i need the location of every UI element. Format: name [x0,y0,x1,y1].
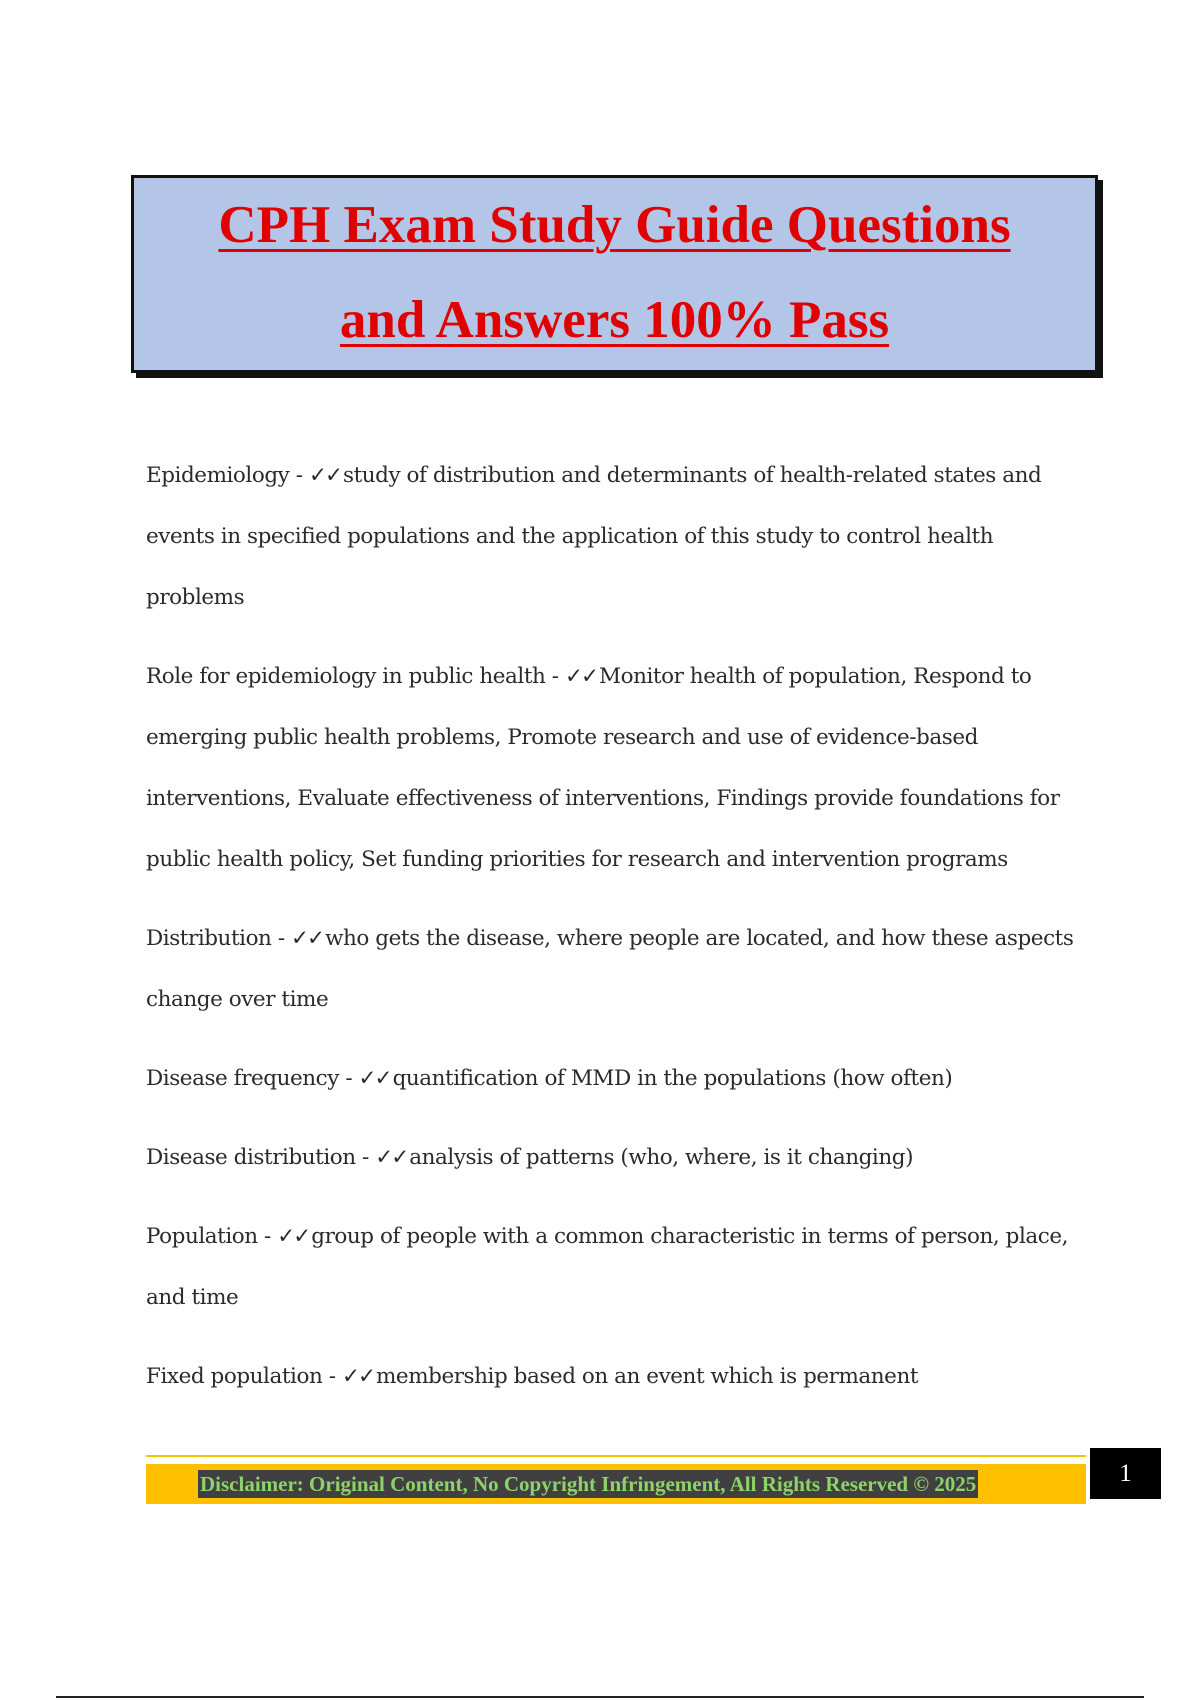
title-line-1: CPH Exam Study Guide Questions [218,196,1011,254]
entry-definition: Monitor health of population, Respond to emerging public health problems, Promote research and use of evidence-based interventions, Evaluate effectiveness of interventions, Findings provide foundations for public health policy, Set funding priorities for research and intervention programs [146,664,1060,872]
footer-disclaimer: Disclaimer: Original Content, No Copyright Infringement, All Rights Reserved © 2025 [200,1472,977,1496]
entry-fixed-population [146,1346,1096,1407]
entry-population [146,1206,1096,1328]
title-line-2: and Answers 100% Pass [339,291,890,349]
entry-disease-frequency [146,1048,1096,1109]
double-check-icon: ✓✓ [375,1145,408,1170]
double-check-icon: ✓✓ [341,1364,374,1389]
title-banner [131,175,1098,373]
double-check-icon: ✓✓ [277,1224,310,1249]
entry-definition: analysis of patterns (who, where, is it changing) [409,1145,914,1170]
entry-term: Epidemiology - [146,463,309,488]
entry-term: Role for epidemiology in public health - [146,664,565,689]
entry-epidemiology [146,445,1096,628]
entry-term: Distribution - [146,926,292,951]
entry-definition: study of distribution and determinants of health-related states and events in specified populations and the application of this study to control health problems [146,463,1042,610]
double-check-icon: ✓✓ [358,1066,391,1091]
page-bottom-divider [56,1696,1144,1698]
entry-term: Disease distribution - [146,1145,376,1170]
double-check-icon: ✓✓ [308,463,341,488]
entry-definition: membership based on an event which is permanent [375,1364,919,1389]
entry-definition: quantification of MMD in the populations (how often) [392,1066,953,1091]
double-check-icon: ✓✓ [291,926,324,951]
entry-term: Population - [146,1224,278,1249]
entry-distribution [146,908,1096,1030]
entry-role-epidemiology [146,646,1096,890]
entry-term: Fixed population - [146,1364,342,1389]
entries-list [146,445,1096,1425]
double-check-icon: ✓✓ [565,664,598,689]
footer-divider [146,1455,1086,1457]
entry-definition: who gets the disease, where people are located, and how these aspects change over time [146,926,1074,1012]
entry-term: Disease frequency - [146,1066,359,1091]
entry-disease-distribution [146,1127,1096,1188]
entry-definition: group of people with a common characteristic in terms of person, place, and time [146,1224,1069,1310]
page-number: 1 [1090,1448,1161,1499]
